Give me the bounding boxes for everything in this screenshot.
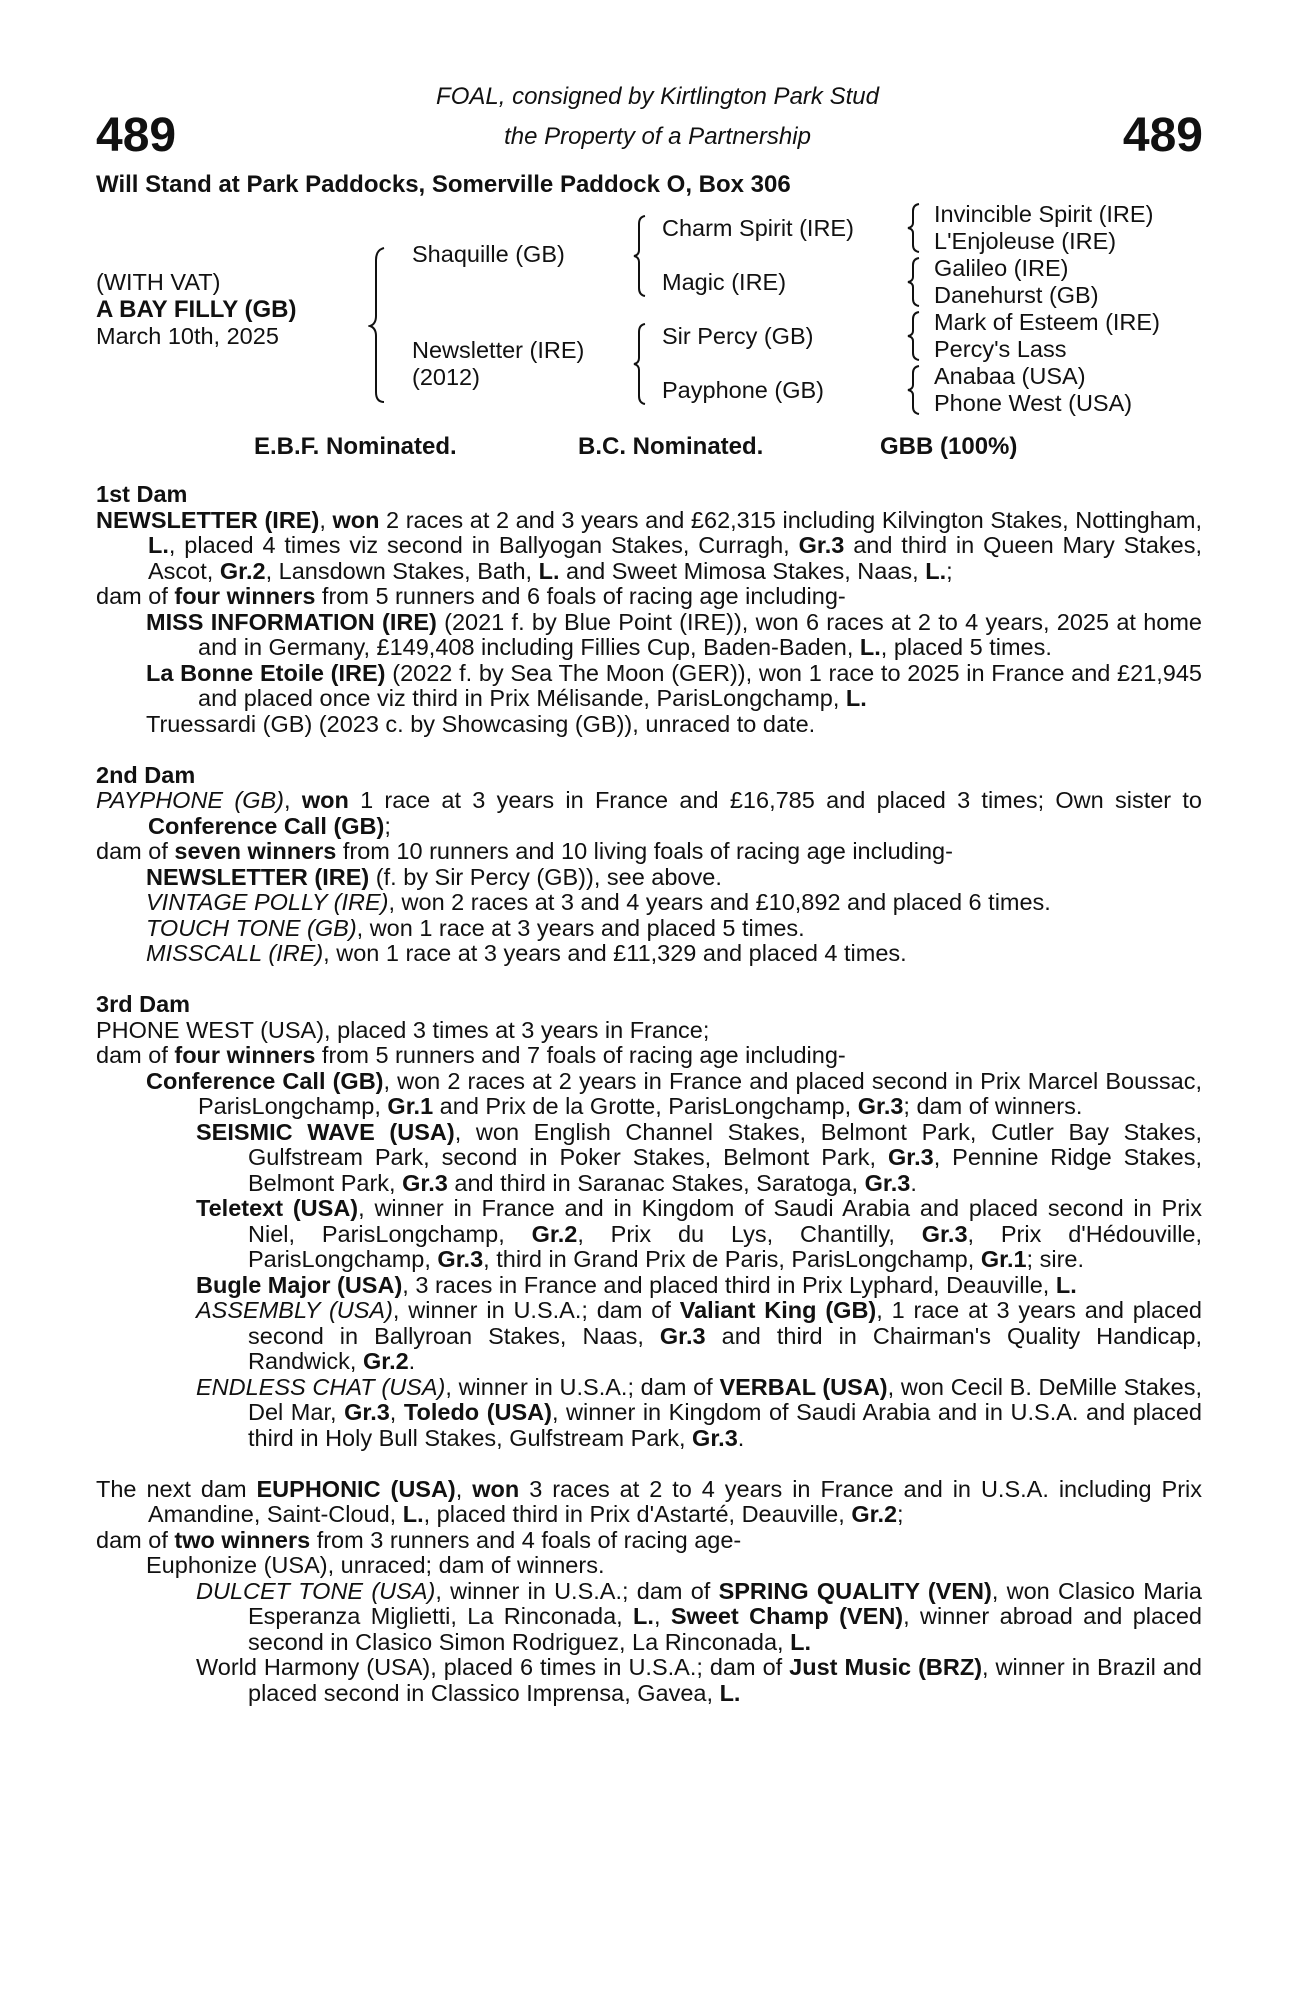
- pedigree-gg-3: Galileo (IRE): [934, 255, 1069, 281]
- dam-of-line: dam of seven winners from 10 runners and 10 living foals of racing age including-: [96, 838, 953, 864]
- pedigree-gg-1: Invincible Spirit (IRE): [934, 201, 1154, 227]
- pedigree-brace-main: [368, 246, 388, 404]
- second-dam-section: [96, 763, 1202, 967]
- stand-location: Will Stand at Park Paddocks, Somerville Paddock O, Box 306: [96, 171, 791, 198]
- produce-entry: Bugle Major (USA), 3 races in France and placed third in Prix Lyphard, Deauville, L.: [196, 1271, 1077, 1298]
- ebf-nomination: E.B.F. Nominated.: [254, 433, 457, 460]
- lot-number-left: 489: [96, 109, 177, 162]
- produce-entry: MISSCALL (IRE), won 1 race at 3 years and £11,329 and placed 4 times.: [146, 940, 907, 966]
- produce-entry: Teletext (USA), winner in France and in Kingdom of Saudi Arabia and placed second in Prix Niel, ParisLongchamp, Gr.2, Prix du Lys, Chantilly, Gr.3, Prix d'Hédouville, ParisLongchamp, Gr.3, third in Grand Prix de Paris, ParisLongchamp, Gr.1; sire.: [196, 1195, 1203, 1272]
- horse-dob: March 10th, 2025: [96, 323, 279, 349]
- pedigree-dam-dam: Payphone (GB): [662, 377, 824, 403]
- produce-entry: Euphonize (USA), unraced; dam of winners.: [146, 1552, 605, 1578]
- produce-entry: MISS INFORMATION (IRE) (2021 f. by Blue Point (IRE)), won 6 races at 2 to 4 years, 2025 at home and in Germany, £149,408 including Fillies Cup, Baden-Baden, L., placed 5 times.: [146, 608, 1202, 660]
- produce-entry: La Bonne Etoile (IRE) (2022 f. by Sea The Moon (GER)), won 1 race to 2025 in France and £21,945 and placed once viz third in Prix Mélisande, ParisLongchamp, L.: [146, 659, 1202, 711]
- section-title: 3rd Dam: [96, 991, 191, 1017]
- produce-entry: ENDLESS CHAT (USA), winner in U.S.A.; dam of VERBAL (USA), won Cecil B. DeMille Stakes, Del Mar, Gr.3, Toledo (USA), winner in Kingdom of Saudi Arabia and in U.S.A. and placed third in Holy Bull Stakes, Gulfstream Park, Gr.3.: [196, 1373, 1202, 1451]
- bc-nomination: B.C. Nominated.: [578, 433, 764, 460]
- pedigree-brace-g1: [906, 202, 922, 254]
- produce-entry: Conference Call (GB), won 2 races at 2 years in France and placed second in Prix Marcel Boussac, ParisLongchamp, Gr.1 and Prix de la Grotte, ParisLongchamp, Gr.3; dam of winners.: [146, 1067, 1203, 1119]
- pedigree-dam: Newsletter (IRE): [412, 337, 585, 363]
- pedigree-gg-5: Mark of Esteem (IRE): [934, 309, 1160, 335]
- pedigree-brace-g4: [906, 364, 922, 416]
- pedigree-brace-dam: [632, 322, 648, 406]
- pedigree-brace-g3: [906, 310, 922, 362]
- horse-name: A BAY FILLY (GB): [96, 296, 297, 323]
- lot-number-right: 489: [1122, 109, 1203, 162]
- produce-entry: ASSEMBLY (USA), winner in U.S.A.; dam of Valiant King (GB), 1 race at 3 years and placed second in Ballyroan Stakes, Naas, Gr.3 and third in Chairman's Quality Handicap, Randwick, Gr.2.: [196, 1297, 1202, 1374]
- property-line: the Property of a Partnership: [504, 123, 811, 150]
- first-dam-section: [96, 482, 1202, 737]
- dam-record: PAYPHONE (GB), won 1 race at 3 years in France and £16,785 and placed 3 times; Own sister to Conference Call (GB);: [96, 787, 1203, 839]
- produce-entry: VINTAGE POLLY (IRE), won 2 races at 3 and 4 years and £10,892 and placed 6 times.: [146, 889, 1051, 915]
- pedigree-sire: Shaquille (GB): [412, 241, 565, 267]
- produce-entry: TOUCH TONE (GB), won 1 race at 3 years and placed 5 times.: [146, 914, 805, 941]
- pedigree-sire-sire: Charm Spirit (IRE): [662, 215, 854, 241]
- pedigree-gg-8: Phone West (USA): [934, 390, 1133, 416]
- dam-record: PHONE WEST (USA), placed 3 times at 3 years in France;: [96, 1016, 710, 1043]
- dam-of-line: dam of four winners from 5 runners and 7 foals of racing age including-: [96, 1042, 846, 1068]
- next-dam-section: [96, 1477, 1202, 1707]
- catalogue-body: [96, 482, 1202, 1706]
- produce-entry: World Harmony (USA), placed 6 times in U.S.A.; dam of Just Music (BRZ), winner in Brazil and placed second in Classico Imprensa, Gavea, L.: [196, 1654, 1202, 1706]
- pedigree-dam-sire: Sir Percy (GB): [662, 323, 814, 349]
- consignor-line: FOAL, consigned by Kirtlington Park Stud: [436, 83, 879, 110]
- pedigree-dam-year: (2012): [412, 364, 480, 390]
- produce-entry: SEISMIC WAVE (USA), won English Channel Stakes, Belmont Park, Cutler Bay Stakes, Gulfstream Park, second in Poker Stakes, Belmont Park, Gr.3, Pennine Ridge Stakes, Belmont Park, Gr.3 and third in Saranac Stakes, Saratoga, Gr.3.: [196, 1118, 1202, 1196]
- pedigree-sire-dam: Magic (IRE): [662, 269, 787, 295]
- pedigree-gg-4: Danehurst (GB): [934, 282, 1099, 308]
- produce-entry: DULCET TONE (USA), winner in U.S.A.; dam of SPRING QUALITY (VEN), won Clasico Maria Esperanza Miglietti, La Rinconada, L., Sweet Champ (VEN), winner abroad and placed second in Clasico Simon Rodriguez, La Rinconada, L.: [196, 1577, 1202, 1655]
- section-title: 1st Dam: [96, 481, 188, 507]
- third-dam-section: [96, 992, 1202, 1451]
- dam-record: NEWSLETTER (IRE), won 2 races at 2 and 3 years and £62,315 including Kilvington Stakes, Nottingham, L., placed 4 times viz second in Ballyogan Stakes, Curragh, Gr.3 and third in Queen Mary Stakes, Ascot, Gr.2, Lansdown Stakes, Bath, L. and Sweet Mimosa Stakes, Naas, L.;: [96, 506, 1203, 584]
- section-title: 2nd Dam: [96, 761, 196, 788]
- dam-record: The next dam EUPHONIC (USA), won 3 races at 2 to 4 years in France and in U.S.A. including Prix Amandine, Saint-Cloud, L., placed third in Prix d'Astarté, Deauville, Gr.2;: [96, 1475, 1203, 1527]
- pedigree-gg-6: Percy's Lass: [934, 336, 1067, 362]
- gbb-rating: GBB (100%): [880, 433, 1018, 460]
- produce-entry: Truessardi (GB) (2023 c. by Showcasing (GB)), unraced to date.: [146, 710, 816, 737]
- pedigree-brace-sire: [632, 214, 648, 298]
- pedigree-gg-2: L'Enjoleuse (IRE): [934, 228, 1117, 254]
- dam-of-line: dam of two winners from 3 runners and 4 foals of racing age-: [96, 1526, 742, 1553]
- vat-label: (WITH VAT): [96, 269, 221, 295]
- dam-of-line: dam of four winners from 5 runners and 6 foals of racing age including-: [96, 583, 846, 609]
- pedigree-gg-7: Anabaa (USA): [934, 363, 1086, 389]
- produce-entry: NEWSLETTER (IRE) (f. by Sir Percy (GB)), see above.: [146, 863, 722, 890]
- pedigree-brace-g2: [906, 256, 922, 308]
